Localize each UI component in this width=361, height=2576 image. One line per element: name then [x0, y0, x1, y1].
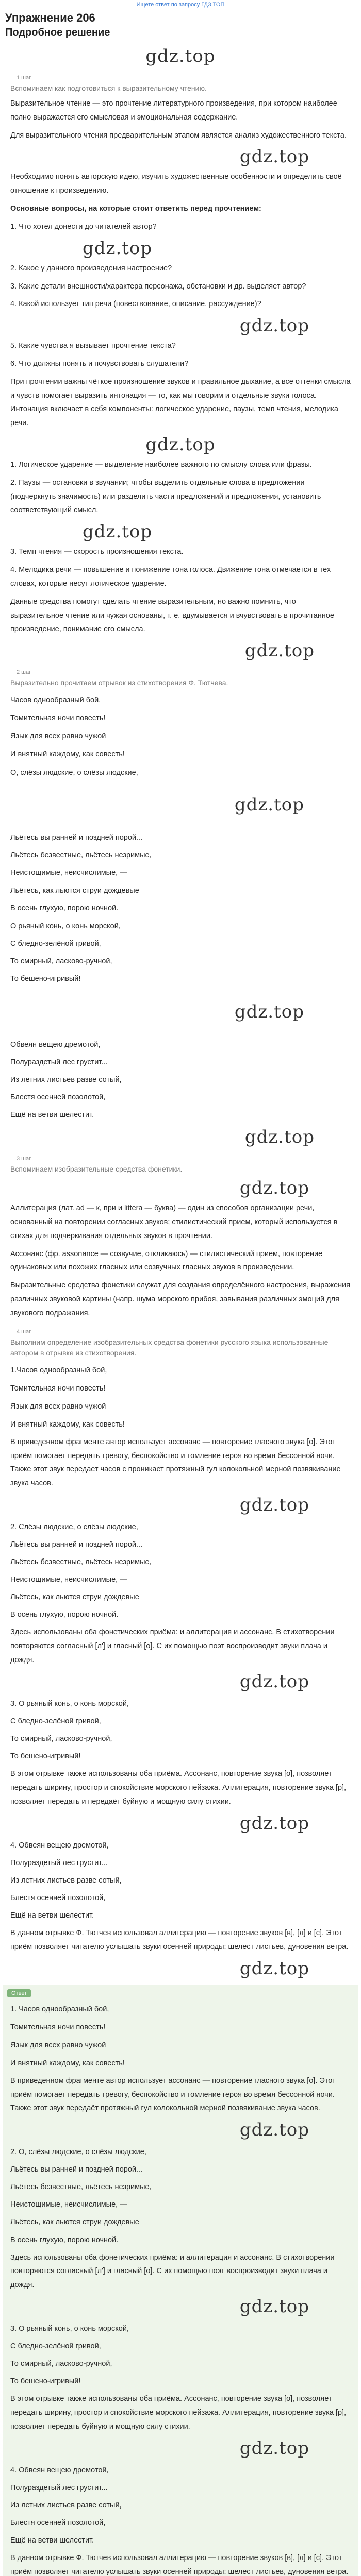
watermark: gdz.top: [239, 1812, 309, 1834]
question: 3. Какие детали внешности/характера персонажа, обстановки и др. выделяет автор?: [10, 282, 306, 291]
paragraph: 2. Паузы — остановки в звучании; чтобы выделить отдельные слова в предложении (подчеркнуть значимость) или разделить части предложений и предложения, установить соответствующий смысл.: [10, 478, 321, 515]
watermark: gdz.top: [83, 238, 153, 259]
poem-fragment: [10, 2462, 351, 2549]
poem-line: Блестя осенней позолотой,: [10, 2518, 106, 2527]
poem-line: В осень глухую, порою ночной.: [10, 2235, 119, 2244]
poem-line: Полураздетый лес грустит...: [10, 1058, 108, 1066]
page-title: Упражнение 206: [5, 11, 95, 24]
poem-line: 2. Слёзы людские, о слёзы людские,: [10, 1523, 138, 1532]
fragment-block: [5, 2143, 356, 2317]
step-1: [5, 75, 356, 636]
watermark: gdz.top: [244, 1127, 315, 1148]
step-caption: Вспоминаем изобразительные средства фонетики.: [10, 1165, 183, 1174]
paragraph: Выразительное чтение — это прочтение литературного произведения, при котором наиболее полно выражается его смысловая и эмоциональная содержание.: [10, 99, 337, 122]
fragment-analysis: В этом отрывке также использованы оба приёма. Ассонанс, повторение звука [о], позволяет передать ширину, простор и спокойствие морского пейзажа. Аллитерация, повторение звука [р], позволяет передать и передаёт буйную и мощную силу стихии.: [10, 1770, 347, 1806]
poem-line: Ещё на ветви шелестит.: [10, 1911, 94, 1920]
poem-line: 2. О, слёзы людские, о слёзы людские,: [10, 2148, 146, 2157]
poem-line: О рьяный конь, о конь морской,: [10, 922, 121, 930]
analysis-blocks: [5, 1362, 356, 1979]
watermark: gdz.top: [239, 315, 309, 336]
fragment-analysis: В данном отрывке Ф. Тютчев использовал аллитерацию — повторение звуков [в], [л] и [с]. Этот приём позволяет читателю услышать звуки осенней природы: шелест листьев, дуновения ветра.: [10, 1928, 349, 1951]
poem-fragment: [10, 2320, 351, 2390]
paragraph: Выразительные средства фонетики служат для создания определённого настроения, выражения различных звуковой картины (напр. шума морского прибоя, завывания различных эмоций для звукового подражания.: [10, 1281, 351, 1317]
step-caption: Выразительно прочитаем отрывок из стихотворения Ф. Тютчева.: [10, 679, 228, 687]
watermark: gdz.top: [239, 2437, 309, 2459]
fragment-analysis: В приведенном фрагменте автор использует ассонанс — повторение гласного звука [о]. Этот приём помогает передать тревогу, беспокойство и томление героя во время бессонной ночи. Также этот звук передаёт протяжный гул колокольной мерной позвякивание звука часов.: [10, 2076, 336, 2113]
fragment-block: [5, 1362, 356, 1516]
paragraph: 4. Мелодика речи — повышение и понижение тона голоса. Движение тона отмечается в тех словах, которые несут логическое ударение.: [10, 566, 331, 588]
page-subtitle: Подробное решение: [5, 27, 110, 38]
poem-line: Льётесь безвестные, льётесь незримые,: [10, 2183, 152, 2192]
step-3: [5, 1156, 356, 1320]
poem-line: Часов однообразный бой,: [10, 696, 101, 705]
step-4: [5, 1329, 356, 1979]
poem-line: Льётесь, как льются струи дождевые: [10, 886, 139, 895]
poem-fragment: [10, 1518, 351, 1623]
fragment-block: [5, 1695, 356, 1834]
question: 1. Что хотел донести до читателей автор?: [10, 222, 157, 231]
poem-line: Льётесь, как льются струи дождевые: [10, 1593, 139, 1602]
poem-line: То смирный, ласково-ручной,: [10, 957, 112, 965]
step-caption: Выполним определение изобразительных средства фонетики русского языка использованные автором в отрывке из стихотворения.: [10, 1337, 329, 1357]
poem-line: 1.Часов однообразный бой,: [10, 1366, 107, 1375]
paragraph: Основные вопросы, на которые стоит ответить перед прочтением:: [10, 205, 261, 213]
poem-line: Из летних листьев разве сотый,: [10, 1075, 122, 1084]
step-tag: 3 шаг: [17, 1156, 31, 1162]
watermark: gdz.top: [145, 46, 216, 66]
watermark: gdz.top: [239, 1178, 309, 1199]
poem-line: Из летних листьев разве сотый,: [10, 2501, 122, 2510]
paragraph: 3. Темп чтения — скорость произношения текста.: [10, 548, 184, 556]
step-caption: Вспоминаем как подготовиться к выразительному чтению.: [10, 84, 207, 92]
poem-line: Язык для всех равно чужой: [10, 2041, 106, 2049]
poem-line: Льётесь безвестные, льётесь незримые,: [10, 851, 152, 860]
poem-line: 4. Обвеян вещею дремотой,: [10, 1841, 109, 1850]
question: 5. Какие чувства я вызывает прочтение текста?: [10, 342, 176, 350]
poem-line: И внятный каждому, как совесть!: [10, 750, 125, 759]
paragraph: Аллитерация (лат. ad — к, при и littera — буква) — один из способов организации речи, основанный на повторении согласных звуков; стилистический прием, который используется в стихах для подчеркивания отдельных звуков в прочтении.: [10, 1204, 338, 1240]
poem-line: Блестя осенней позолотой,: [10, 1093, 106, 1101]
watermark: gdz.top: [239, 1958, 309, 1979]
poem-line: Язык для всех равно чужой: [10, 1402, 106, 1411]
poem-line: И внятный каждому, как совесть!: [10, 1420, 125, 1429]
fragment-block: [5, 2462, 356, 2576]
watermark: gdz.top: [145, 434, 216, 455]
step-tag: 2 шаг: [17, 669, 31, 676]
poem-line: О, слёзы людские, о слёзы людские,: [10, 769, 138, 777]
poem-line: В осень глухую, порою ночной.: [10, 1611, 119, 1619]
watermark: gdz.top: [239, 2120, 309, 2141]
paragraph: Необходимо понять авторскую идею, изучить художественные особенности и определить своё отношение к произведению.: [10, 173, 342, 195]
poem-line: Полураздетый лес грустит...: [10, 1858, 108, 1867]
poem-line: Льётесь вы ранней и поздней порой...: [10, 834, 143, 842]
poem-line: 4. Обвеян вещею дремотой,: [10, 2466, 109, 2475]
fragment-analysis: В приведенном фрагменте автор использует ассонанс — повторение гласного звука [о]. Этот приём помогает передать тревогу, беспокойство и томление героя во время бессонной ночи. Также этот звук передает часов с проникает протяжный гул колокольной мерной позвякивание звука часов.: [10, 1437, 341, 1488]
fragment-analysis: Здесь использованы оба фонетических приёма: и аллитерация и ассонанс. В стихотворении повторяются согласный [л'] и гласный [о]. С их помощью поэт воспроизводит звуки плача и дождя.: [10, 2253, 335, 2290]
poem-line: Обвеян вещею дремотой,: [10, 1040, 101, 1049]
question: 2. Какое у данного произведения настроение?: [10, 264, 172, 273]
poem-fragment: [10, 1695, 351, 1765]
watermark: gdz.top: [239, 1495, 309, 1516]
poem-fragment: [10, 1362, 351, 1433]
poem-line: И внятный каждому, как совесть!: [10, 2059, 125, 2067]
poem-fragment: [10, 1837, 351, 1924]
poem-line: Томительная ночи повесть!: [10, 714, 106, 723]
watermark: gdz.top: [244, 640, 315, 662]
question: 4. Какой использует тип речи (повествование, описание, рассуждение)?: [10, 300, 261, 309]
fragment-block: [5, 2320, 356, 2459]
paragraph: Ассонанс (фр. assonance — созвучие, откликаюсь) — стилистический прием, повторение одинаковых или похожих гласных или созвучных гласных звуков в произведении.: [10, 1249, 323, 1272]
poem-line: 1. Часов однообразный бой,: [10, 2005, 109, 2013]
poem-fragment: [10, 2143, 351, 2248]
step-2: [5, 669, 356, 1124]
poem-line: Льётесь вы ранней и поздней порой...: [10, 1540, 143, 1549]
watermark: gdz.top: [239, 2296, 309, 2317]
poem-line: [10, 988, 351, 989]
poem-line: Из летних листьев разве сотый,: [10, 1876, 122, 1885]
step-tag: 4 шаг: [17, 1328, 31, 1335]
fragment-analysis: В этом отрывке также использованы оба приёма. Ассонанс, повторение звука [о], позволяет передать ширину, простор и спокойствие морского пейзажа. Аллитерация, повторение звука [р], позволяет передать буйную и мощную силу стихии.: [10, 2395, 347, 2431]
poem-line: То смирный, ласково-ручной,: [10, 1735, 112, 1743]
poem-line: Ещё на ветви шелестит.: [10, 1111, 94, 1120]
paragraph: Данные средства помогут сделать чтение выразительным, но важно помнить, что выразительное чтение или чужая основаны, т. е. вдумывается и вчувствовать в прочитанное произведение, понимание его смысла.: [10, 597, 334, 634]
step-tag: 1 шаг: [17, 75, 31, 81]
poem-line: То бешено-игривый!: [10, 1752, 81, 1761]
poem-line: 3. О рьяный конь, о конь морской,: [10, 2325, 129, 2333]
poem-line: 3. О рьяный конь, о конь морской,: [10, 1699, 129, 1708]
poem-line: Язык для всех равно чужой: [10, 732, 106, 741]
poem-fragment: [10, 2001, 351, 2072]
poem-line: Неистощимые, неисчислимые, —: [10, 869, 127, 877]
watermark: gdz.top: [239, 1671, 309, 1692]
answer-blocks: [5, 2001, 356, 2576]
fragment-block: [5, 1518, 356, 1692]
poem-line: То смирный, ласково-ручной,: [10, 2360, 112, 2368]
poem: [10, 691, 351, 1124]
top-notice[interactable]: Ищете ответ по запросу ГДЗ ТОП: [136, 2, 225, 8]
watermark: gdz.top: [234, 794, 304, 816]
poem-line: Льётесь, как льются струи дождевые: [10, 2218, 139, 2227]
answer-tag: Ответ: [7, 1989, 31, 1997]
poem-line: Льётесь безвестные, льётесь незримые,: [10, 1558, 152, 1567]
fragment-analysis: Здесь использованы оба фонетических приёма: и аллитерация и ассонанс. В стихотворении повторяются согласный [л'] и гласный [о]. С их помощью поэт воспроизводит звуки плача и дождя.: [10, 1628, 335, 1665]
watermark: gdz.top: [83, 521, 153, 543]
poem-line: То бешено-игривый!: [10, 2377, 81, 2386]
poem-line: То бешено-игривый!: [10, 974, 81, 983]
fragment-block: [5, 2001, 356, 2141]
paragraph: При прочтении важны чёткое произношение звуков и правильное дыхание, а все оттенки смысла и чувств помогает выразить интонация — то, как мы говорим и отдельные звуки голоса. Интонация включает в себя компоненты: логическое ударение, паузы, темп чтения, мелодика речи.: [10, 377, 351, 428]
poem-line: Ещё на ветви шелестит.: [10, 2536, 94, 2545]
watermark: gdz.top: [239, 146, 309, 167]
watermark: gdz.top: [234, 1001, 304, 1022]
answer-box: [3, 1985, 358, 2576]
poem-line: В осень глухую, порою ночной.: [10, 904, 119, 912]
poem-line: Льётесь вы ранней и поздней порой...: [10, 2165, 143, 2174]
paragraph: 1. Логическое ударение — выделение наиболее важного по смыслу слова или фразы.: [10, 461, 312, 469]
fragment-block: [5, 1837, 356, 1979]
poem-line: Неистощимые, неисчислимые, —: [10, 1575, 127, 1584]
poem-line: С бледно-зелёной гривой,: [10, 2342, 101, 2351]
fragment-analysis: В данном отрывке Ф. Тютчев использовал аллитерацию — повторение звуков [в], [л] и [с]. Этот приём позволяет читателю услышать звуки осенней природы: шелест листьев, дуновения ветра.: [10, 2554, 349, 2576]
question: 6. Что должны понять и почувствовать слушатели?: [10, 359, 189, 368]
poem-line: Полураздетый лес грустит...: [10, 2483, 108, 2492]
poem-line: Блестя осенней позолотой,: [10, 1893, 106, 1902]
paragraph: Для выразительного чтения предварительным этапом является анализ художественного текста.: [10, 131, 347, 140]
poem-line: Томительная ночи повесть!: [10, 2023, 106, 2031]
poem-line: Неистощимые, неисчислимые, —: [10, 2200, 127, 2209]
poem-line: С бледно-зелёной гривой,: [10, 1717, 101, 1725]
poem-line: С бледно-зелёной гривой,: [10, 939, 101, 948]
poem-line: Томительная ночи повесть!: [10, 1384, 106, 1393]
